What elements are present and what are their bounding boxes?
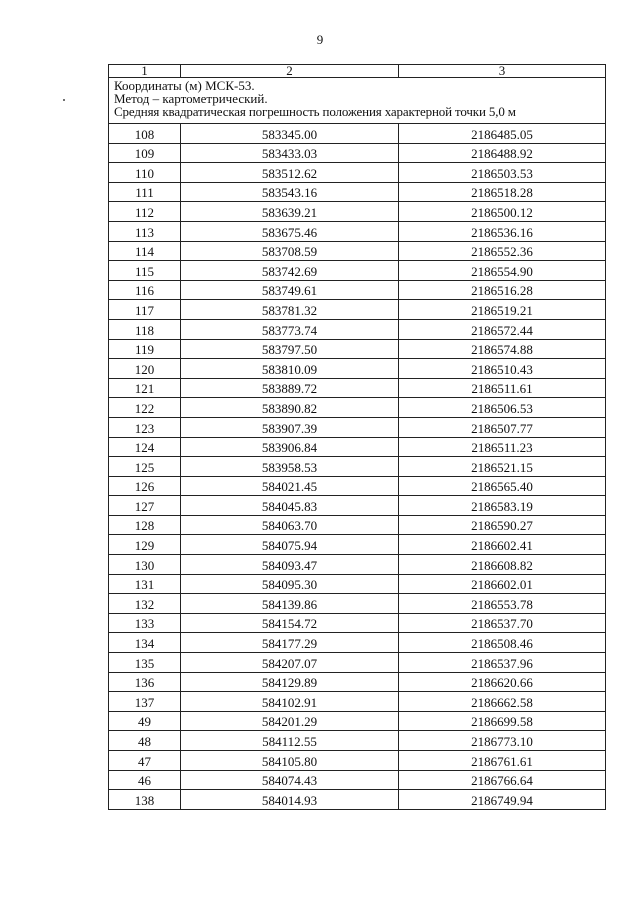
table-row: [109, 613, 606, 633]
x-coordinate-cell: 583958.53: [181, 457, 399, 477]
x-coordinate-cell: 583889.72: [181, 378, 399, 398]
table-row: [109, 319, 606, 339]
x-coordinate-cell: 583708.59: [181, 241, 399, 261]
point-number-cell: 133: [109, 613, 181, 633]
y-coordinate-cell: 2186503.53: [399, 163, 606, 183]
x-coordinate-cell: 583639.21: [181, 202, 399, 222]
x-coordinate-cell: 584093.47: [181, 555, 399, 575]
table-row: [109, 143, 606, 163]
table-row: [109, 359, 606, 379]
point-number-cell: 130: [109, 555, 181, 575]
stray-mark: [63, 99, 65, 101]
y-coordinate-cell: 2186554.90: [399, 261, 606, 281]
y-coordinate-cell: 2186662.58: [399, 692, 606, 712]
x-coordinate-cell: 583543.16: [181, 182, 399, 202]
table-row: [109, 535, 606, 555]
table-header-cell: [109, 78, 606, 124]
table-row: [109, 182, 606, 202]
y-coordinate-cell: 2186565.40: [399, 476, 606, 496]
x-coordinate-cell: 583512.62: [181, 163, 399, 183]
x-coordinate-cell: 584154.72: [181, 613, 399, 633]
header-line-accuracy: Средняя квадратическая погрешность положения характерной точки 5,0 м: [114, 104, 516, 119]
table-row: [109, 457, 606, 477]
y-coordinate-cell: 2186506.53: [399, 398, 606, 418]
table-row: [109, 476, 606, 496]
table-row: [109, 437, 606, 457]
point-number-cell: 123: [109, 417, 181, 437]
x-coordinate-cell: 584045.83: [181, 496, 399, 516]
y-coordinate-cell: 2186553.78: [399, 594, 606, 614]
x-coordinate-cell: 583742.69: [181, 261, 399, 281]
x-coordinate-cell: 583810.09: [181, 359, 399, 379]
table-row: [109, 692, 606, 712]
y-coordinate-cell: 2186602.01: [399, 574, 606, 594]
y-coordinate-cell: 2186521.15: [399, 457, 606, 477]
table-row: [109, 672, 606, 692]
y-coordinate-cell: 2186552.36: [399, 241, 606, 261]
table-row: [109, 124, 606, 144]
y-coordinate-cell: 2186511.23: [399, 437, 606, 457]
x-coordinate-cell: 584021.45: [181, 476, 399, 496]
y-coordinate-cell: 2186508.46: [399, 633, 606, 653]
y-coordinate-cell: 2186511.61: [399, 378, 606, 398]
y-coordinate-cell: 2186500.12: [399, 202, 606, 222]
table-row: [109, 555, 606, 575]
column-number: 3: [399, 65, 606, 78]
table-row: [109, 163, 606, 183]
y-coordinate-cell: 2186537.70: [399, 613, 606, 633]
column-number: 2: [181, 65, 399, 78]
y-coordinate-cell: 2186485.05: [399, 124, 606, 144]
x-coordinate-cell: 584112.55: [181, 731, 399, 751]
x-coordinate-cell: 584095.30: [181, 574, 399, 594]
table-row: [109, 417, 606, 437]
x-coordinate-cell: 583433.03: [181, 143, 399, 163]
x-coordinate-cell: 583749.61: [181, 280, 399, 300]
header-line-method: Метод – картометрический.: [114, 91, 268, 106]
point-number-cell: 49: [109, 711, 181, 731]
point-number-cell: 121: [109, 378, 181, 398]
table-row: [109, 515, 606, 535]
point-number-cell: 120: [109, 359, 181, 379]
point-number-cell: 125: [109, 457, 181, 477]
x-coordinate-cell: 584102.91: [181, 692, 399, 712]
x-coordinate-cell: 583675.46: [181, 221, 399, 241]
y-coordinate-cell: 2186583.19: [399, 496, 606, 516]
y-coordinate-cell: 2186766.64: [399, 770, 606, 790]
point-number-cell: 122: [109, 398, 181, 418]
point-number-cell: 124: [109, 437, 181, 457]
table-row: [109, 202, 606, 222]
x-coordinate-cell: 584139.86: [181, 594, 399, 614]
y-coordinate-cell: 2186608.82: [399, 555, 606, 575]
x-coordinate-cell: 584014.93: [181, 790, 399, 810]
x-coordinate-cell: 584063.70: [181, 515, 399, 535]
y-coordinate-cell: 2186773.10: [399, 731, 606, 751]
x-coordinate-cell: 583906.84: [181, 437, 399, 457]
point-number-cell: 48: [109, 731, 181, 751]
y-coordinate-cell: 2186519.21: [399, 300, 606, 320]
coordinates-table: [108, 64, 606, 810]
x-coordinate-cell: 584074.43: [181, 770, 399, 790]
point-number-cell: 110: [109, 163, 181, 183]
y-coordinate-cell: 2186536.16: [399, 221, 606, 241]
y-coordinate-cell: 2186572.44: [399, 319, 606, 339]
table-row: [109, 574, 606, 594]
y-coordinate-cell: 2186537.96: [399, 653, 606, 673]
x-coordinate-cell: 583773.74: [181, 319, 399, 339]
point-number-cell: 135: [109, 653, 181, 673]
y-coordinate-cell: 2186761.61: [399, 751, 606, 771]
table-row: [109, 496, 606, 516]
x-coordinate-cell: 584129.89: [181, 672, 399, 692]
x-coordinate-cell: 584177.29: [181, 633, 399, 653]
y-coordinate-cell: 2186699.58: [399, 711, 606, 731]
x-coordinate-cell: 584075.94: [181, 535, 399, 555]
x-coordinate-cell: 583781.32: [181, 300, 399, 320]
table-row: [109, 731, 606, 751]
point-number-cell: 126: [109, 476, 181, 496]
x-coordinate-cell: 583907.39: [181, 417, 399, 437]
y-coordinate-cell: 2186602.41: [399, 535, 606, 555]
x-coordinate-cell: 584105.80: [181, 751, 399, 771]
table-row: [109, 633, 606, 653]
x-coordinate-cell: 584207.07: [181, 653, 399, 673]
y-coordinate-cell: 2186488.92: [399, 143, 606, 163]
point-number-cell: 128: [109, 515, 181, 535]
point-number-cell: 138: [109, 790, 181, 810]
x-coordinate-cell: 583345.00: [181, 124, 399, 144]
point-number-cell: 116: [109, 280, 181, 300]
header-line-coordinate-system: Координаты (м) МСК-53.: [114, 78, 255, 93]
x-coordinate-cell: 583890.82: [181, 398, 399, 418]
table-row: [109, 770, 606, 790]
point-number-cell: 113: [109, 221, 181, 241]
point-number-cell: 131: [109, 574, 181, 594]
y-coordinate-cell: 2186510.43: [399, 359, 606, 379]
table-row: [109, 653, 606, 673]
y-coordinate-cell: 2186749.94: [399, 790, 606, 810]
y-coordinate-cell: 2186507.77: [399, 417, 606, 437]
point-number-cell: 127: [109, 496, 181, 516]
y-coordinate-cell: 2186516.28: [399, 280, 606, 300]
point-number-cell: 134: [109, 633, 181, 653]
point-number-cell: 129: [109, 535, 181, 555]
point-number-cell: 47: [109, 751, 181, 771]
y-coordinate-cell: 2186590.27: [399, 515, 606, 535]
point-number-cell: 132: [109, 594, 181, 614]
point-number-cell: 136: [109, 672, 181, 692]
point-number-cell: 119: [109, 339, 181, 359]
table-row: [109, 300, 606, 320]
point-number-cell: 111: [109, 182, 181, 202]
x-coordinate-cell: 583797.50: [181, 339, 399, 359]
table-row: [109, 339, 606, 359]
table-row: [109, 751, 606, 771]
table-row: [109, 221, 606, 241]
table-row: [109, 398, 606, 418]
page-number: 9: [316, 32, 324, 47]
point-number-cell: 108: [109, 124, 181, 144]
y-coordinate-cell: 2186574.88: [399, 339, 606, 359]
point-number-cell: 109: [109, 143, 181, 163]
column-number: 1: [109, 65, 181, 78]
table-row: [109, 280, 606, 300]
x-coordinate-cell: 584201.29: [181, 711, 399, 731]
point-number-cell: 117: [109, 300, 181, 320]
table-row: [109, 711, 606, 731]
point-number-cell: 112: [109, 202, 181, 222]
table-row: [109, 594, 606, 614]
point-number-cell: 46: [109, 770, 181, 790]
table-row: [109, 378, 606, 398]
point-number-cell: 115: [109, 261, 181, 281]
table-header-row: [109, 78, 606, 124]
y-coordinate-cell: 2186518.28: [399, 182, 606, 202]
table-row: [109, 241, 606, 261]
table-row: [109, 261, 606, 281]
point-number-cell: 114: [109, 241, 181, 261]
point-number-cell: 118: [109, 319, 181, 339]
y-coordinate-cell: 2186620.66: [399, 672, 606, 692]
column-number-row: [109, 65, 606, 78]
table-row: [109, 790, 606, 810]
point-number-cell: 137: [109, 692, 181, 712]
